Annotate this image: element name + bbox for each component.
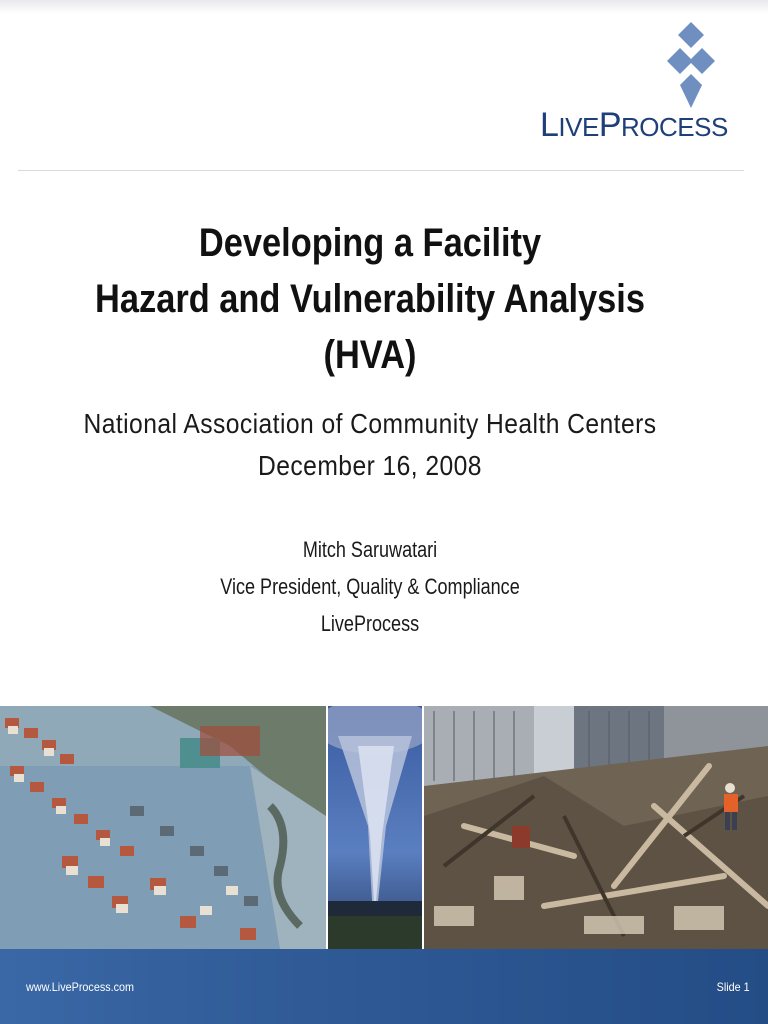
presenter-company: LiveProcess bbox=[320, 611, 420, 636]
header-divider bbox=[18, 170, 744, 171]
presenter-name: Mitch Saruwatari bbox=[302, 537, 438, 562]
title-line-2: Hazard and Vulnerability Analysis (HVA) bbox=[95, 277, 645, 377]
slide-title bbox=[52, 215, 688, 383]
presenter-block bbox=[67, 531, 674, 642]
logo-wordmark: LIVEPROCESS bbox=[540, 106, 728, 144]
photo-tornado bbox=[328, 706, 422, 949]
logo-diamond-icon bbox=[666, 22, 716, 108]
organization-name: National Association of Community Health Centers bbox=[83, 408, 657, 439]
photo-strip bbox=[0, 706, 768, 949]
footer-bar bbox=[0, 949, 768, 1024]
title-line-1: Developing a Facility bbox=[198, 221, 542, 265]
footer-url-link[interactable]: www.LiveProcess.com bbox=[26, 980, 135, 994]
presenter-role: Vice President, Quality & Compliance bbox=[220, 574, 520, 599]
liveprocess-logo bbox=[538, 18, 728, 144]
top-shade bbox=[0, 0, 768, 14]
photo-disaster-rubble bbox=[424, 706, 768, 949]
slide-subtitle bbox=[44, 403, 695, 487]
slide-number: Slide 1 bbox=[716, 980, 750, 994]
photo-flooded-neighborhood bbox=[0, 706, 326, 949]
presentation-date: December 16, 2008 bbox=[258, 450, 482, 481]
